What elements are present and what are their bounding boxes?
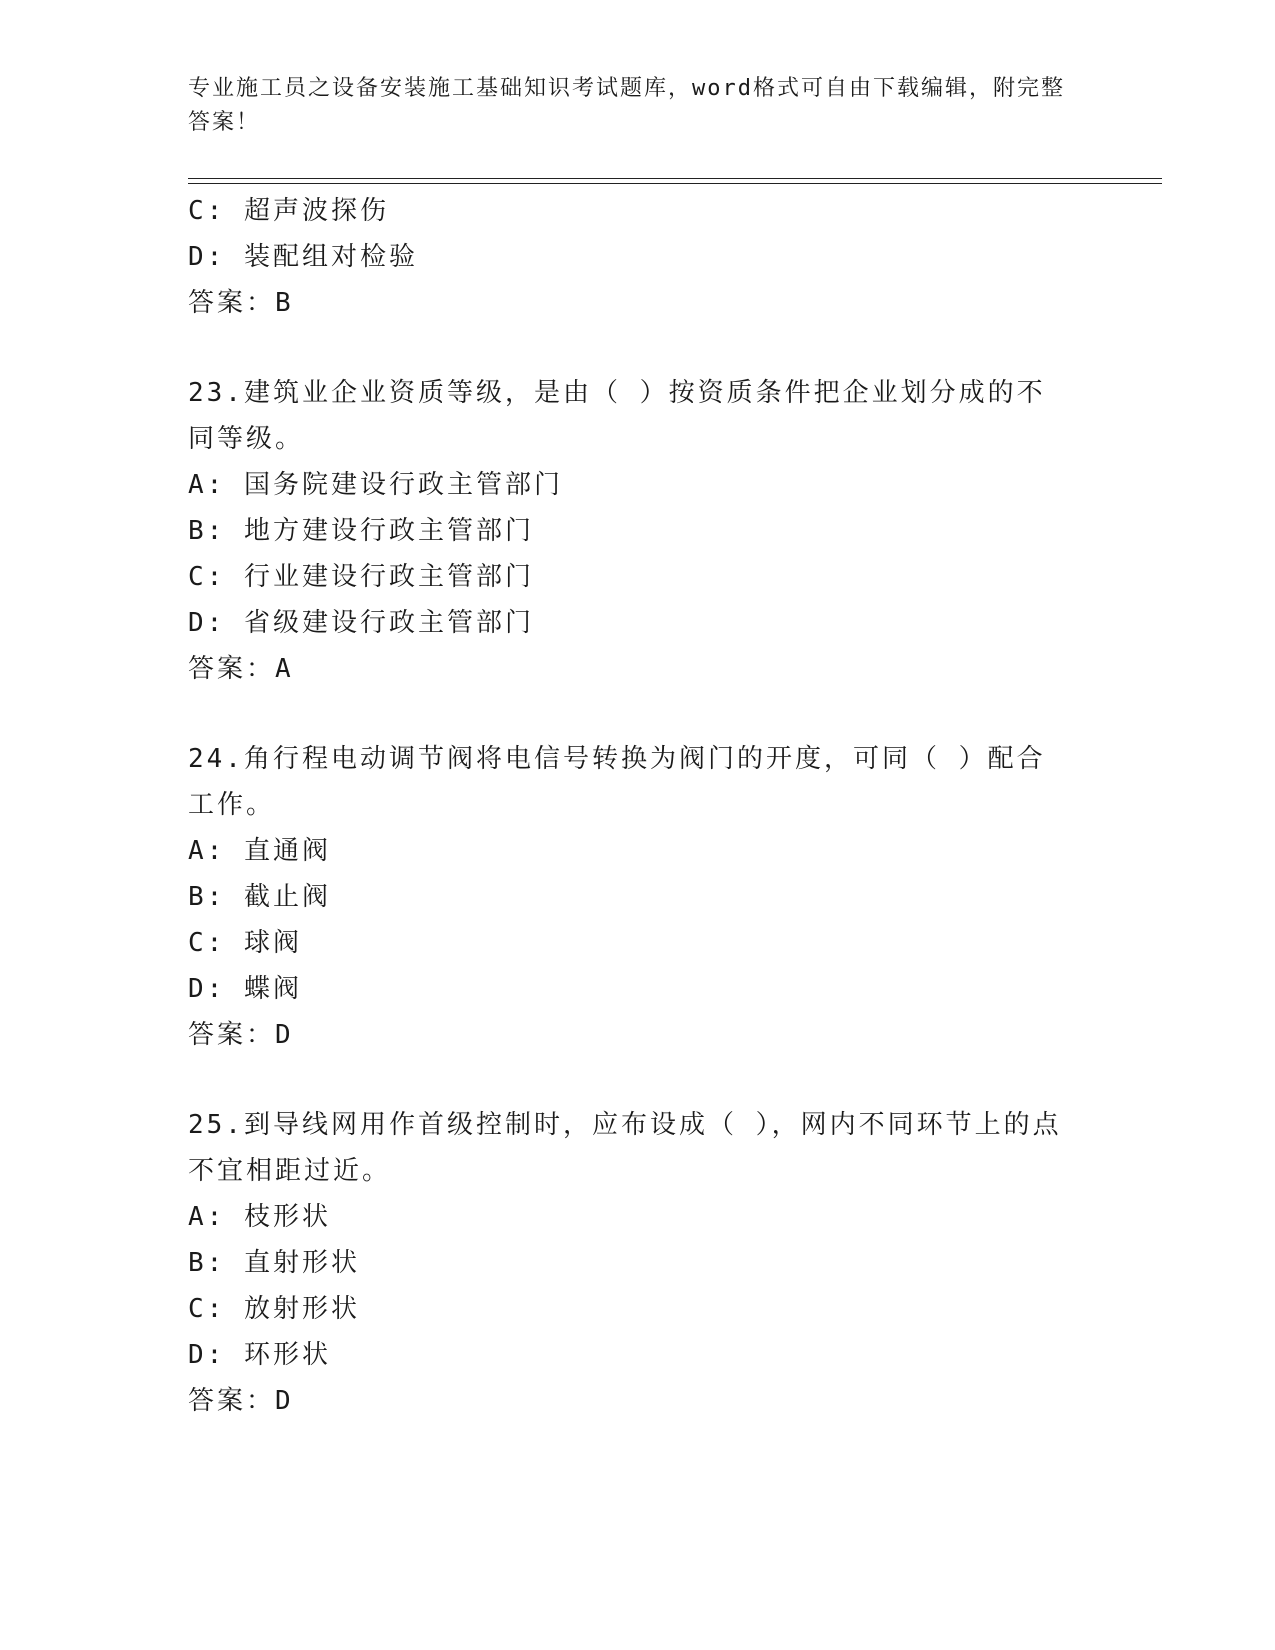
question-text: 25.到导线网用作首级控制时，应布设成（ ），网内不同环节上的点不宜相距过近。: [188, 1110, 1062, 1186]
question-22-continued: [188, 188, 1088, 326]
option-c: [188, 188, 1088, 234]
header-divider-top: [188, 178, 1162, 179]
option-d: [188, 234, 1088, 280]
option-label: C:: [188, 562, 226, 592]
option-label: D:: [188, 608, 226, 638]
question-24: [188, 736, 1088, 1058]
answer-line: 答案：B: [188, 288, 294, 318]
option-c: [188, 554, 1088, 600]
option-a: [188, 828, 1088, 874]
option-text: 国务院建设行政主管部门: [243, 470, 563, 500]
answer-line: 答案：A: [188, 654, 294, 684]
option-label: C:: [188, 1294, 226, 1324]
option-text: 截止阀: [243, 882, 331, 912]
option-b: [188, 874, 1088, 920]
option-text: 装配组对检验: [243, 242, 418, 272]
option-b: [188, 508, 1088, 554]
option-text: 球阀: [243, 928, 302, 958]
option-label: B:: [188, 1248, 226, 1278]
question-list: [188, 188, 1088, 1424]
option-label: B:: [188, 516, 226, 546]
option-text: 枝形状: [243, 1202, 331, 1232]
option-label: C:: [188, 196, 226, 226]
document-header: 专业施工员之设备安装施工基础知识考试题库，word格式可自由下载编辑，附完整答案！: [188, 76, 1065, 135]
option-text: 超声波探伤: [243, 196, 389, 226]
question-text: 24.角行程电动调节阀将电信号转换为阀门的开度，可同（ ）配合工作。: [188, 744, 1046, 820]
option-label: A:: [188, 1202, 226, 1232]
option-text: 蝶阀: [243, 974, 302, 1004]
option-text: 直射形状: [243, 1248, 360, 1278]
option-label: B:: [188, 882, 226, 912]
option-a: [188, 462, 1088, 508]
option-text: 地方建设行政主管部门: [243, 516, 534, 546]
option-c: [188, 1286, 1088, 1332]
option-label: D:: [188, 1340, 226, 1370]
option-label: D:: [188, 242, 226, 272]
option-text: 放射形状: [243, 1294, 360, 1324]
option-b: [188, 1240, 1088, 1286]
header-divider-bottom: [188, 183, 1162, 184]
option-c: [188, 920, 1088, 966]
option-text: 环形状: [243, 1340, 331, 1370]
question-25: [188, 1102, 1088, 1424]
option-d: [188, 1332, 1088, 1378]
answer-line: 答案：D: [188, 1386, 294, 1416]
option-text: 行业建设行政主管部门: [243, 562, 534, 592]
option-d: [188, 600, 1088, 646]
option-d: [188, 966, 1088, 1012]
question-23: [188, 370, 1088, 692]
question-text: 23.建筑业企业资质等级，是由（ ）按资质条件把企业划分成的不同等级。: [188, 378, 1046, 454]
option-label: D:: [188, 974, 226, 1004]
option-label: A:: [188, 470, 226, 500]
option-label: C:: [188, 928, 226, 958]
option-a: [188, 1194, 1088, 1240]
option-text: 直通阀: [243, 836, 331, 866]
answer-line: 答案：D: [188, 1020, 294, 1050]
option-text: 省级建设行政主管部门: [243, 608, 534, 638]
option-label: A:: [188, 836, 226, 866]
